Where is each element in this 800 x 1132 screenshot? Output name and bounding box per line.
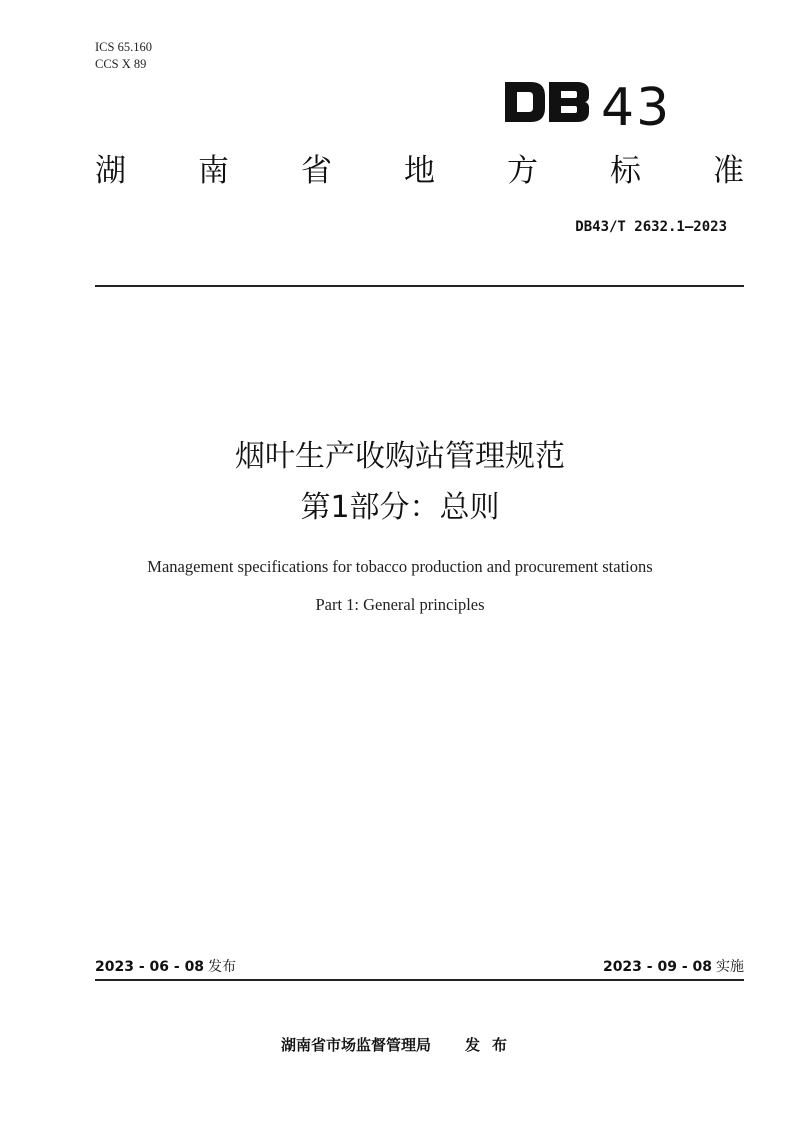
publisher-line [0,1034,800,1056]
standard-type-char: 准 [713,153,744,189]
publish-date: 2023 - 06 - 08 [95,959,205,975]
publish-label: 发布 [208,959,237,975]
standard-type-heading [95,152,744,190]
title-line-1: 烟叶生产收购站管理规范 [235,439,565,474]
ics-code: ICS 65.160 [95,40,152,54]
db43-logo [505,70,672,138]
classification-codes [95,39,152,73]
standard-type-char: 标 [610,153,641,189]
publish-date-block [95,956,236,978]
english-title-line-2: Part 1: General principles [315,595,485,614]
implement-label: 实施 [716,959,744,975]
standard-type-char: 方 [507,153,538,189]
standard-code: DB43/T 2632.1—2023 [575,219,727,235]
db-logo-mark [505,74,591,130]
implement-date: 2023 - 09 - 08 [602,959,712,975]
title-line-2: 第1部分：总则 [300,490,500,525]
implement-date-block [603,956,744,978]
bottom-divider [95,979,744,981]
publisher-action: 发布 [465,1036,520,1054]
standard-type-char: 省 [301,153,332,189]
standard-type-char: 南 [198,153,229,189]
publisher-name: 湖南省市场监督管理局 [280,1036,431,1054]
ccs-code: CCS X 89 [95,57,147,71]
top-divider [95,285,744,287]
standard-type-char: 地 [404,153,435,189]
standard-type-char: 湖 [95,153,126,189]
english-title-line-1: Management specifications for tobacco production and procurement stations [147,557,653,576]
db-number: 43 [601,78,672,138]
